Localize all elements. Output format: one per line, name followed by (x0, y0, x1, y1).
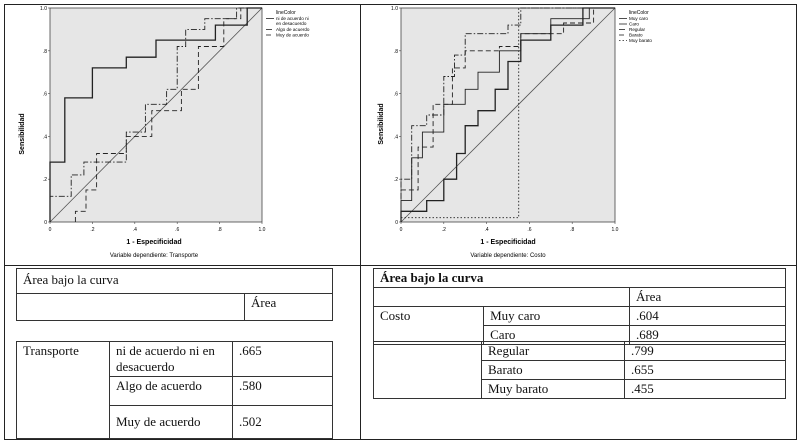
table-header-area: Área (629, 288, 785, 307)
table-title: Área bajo la curva (374, 269, 786, 288)
x-tick-label: .6 (527, 227, 532, 233)
x-tick-label: .2 (441, 227, 446, 233)
x-tick-label: 1.0 (258, 227, 266, 233)
table-row (17, 342, 333, 377)
x-tick-label: 0 (48, 227, 52, 233)
table-title: Área bajo la curva (17, 269, 333, 294)
y-tick-label: 0 (395, 220, 398, 226)
row-label: Muy caro (484, 307, 630, 326)
row-label: Barato (482, 361, 625, 380)
legend-title: lineColor (276, 10, 296, 16)
roc-chart-transporte (4, 4, 360, 265)
row-value: .455 (625, 380, 786, 399)
area-table-costo (373, 268, 786, 345)
area-table-costo-body (373, 341, 786, 399)
legend-entry: Muy barato (629, 38, 652, 43)
row-label: Regular (482, 342, 625, 361)
y-axis-label: Sensibilidad (378, 103, 385, 145)
row-label: ni de acuerdo ni en desacuerdo (110, 342, 233, 377)
chart-caption: Variable dependiente: Transporte (109, 253, 199, 259)
x-tick-label: .4 (484, 227, 489, 233)
x-axis-label: 1 - Especificidad (480, 239, 536, 246)
x-tick-label: 0 (399, 227, 403, 233)
y-tick-label: .4 (42, 134, 47, 141)
row-value: .665 (233, 342, 333, 377)
row-value: .689 (629, 326, 785, 345)
y-tick-label: 1.0 (391, 6, 398, 12)
y-axis-label: Sensibilidad (19, 113, 26, 155)
y-tick-label: .8 (42, 48, 47, 55)
y-tick-label: 1.0 (40, 6, 47, 12)
y-tick-label: .8 (393, 48, 398, 55)
x-tick-label: .6 (175, 227, 180, 233)
legend-entry: Regular (629, 27, 646, 32)
y-tick-label: .2 (393, 177, 398, 184)
row-value: .799 (625, 342, 786, 361)
legend-entry: Algo de acuerdo (276, 27, 310, 32)
y-tick-label: .2 (42, 177, 47, 184)
area-table-transporte (16, 268, 333, 321)
group-label-blank (374, 342, 482, 399)
legend-entry: Muy caro (629, 16, 648, 21)
table-row (374, 342, 786, 361)
legend (266, 10, 310, 38)
group-label: Costo (374, 307, 484, 345)
x-axis-label: 1 - Especificidad (126, 239, 182, 246)
legend-title: lineColor (629, 10, 649, 16)
area-table-transporte-body (16, 341, 333, 439)
legend-entry: ni de acuerdo ni en desacuerdo (276, 16, 309, 26)
x-tick-label: .8 (217, 227, 222, 233)
table-header-blank (17, 294, 245, 321)
row-value: .502 (233, 406, 333, 439)
row-label: Muy de acuerdo (110, 406, 233, 439)
x-tick-label: .4 (132, 227, 137, 233)
y-tick-label: .4 (393, 134, 398, 141)
table-row (374, 307, 786, 326)
row-label: Algo de acuerdo (110, 377, 233, 406)
legend (619, 10, 652, 43)
table-header-blank (374, 288, 630, 307)
legend-entry: Muy de acuerdo (276, 32, 309, 38)
horizontal-divider (4, 265, 797, 266)
y-tick-label: .6 (393, 91, 398, 98)
y-tick-label: 0 (44, 220, 47, 226)
table-header-area: Área (245, 294, 333, 321)
row-value: .580 (233, 377, 333, 406)
x-tick-label: .8 (570, 227, 575, 233)
roc-chart-costo (361, 4, 797, 265)
row-label: Muy barato (482, 380, 625, 399)
legend-entry: Caro (629, 21, 639, 27)
row-value: .604 (629, 307, 785, 326)
x-tick-label: .2 (90, 227, 95, 233)
y-tick-label: .6 (42, 91, 47, 98)
chart-caption: Variable dependiente: Costo (470, 253, 546, 259)
group-label: Transporte (17, 342, 110, 439)
row-value: .655 (625, 361, 786, 380)
row-label: Caro (484, 326, 630, 345)
x-tick-label: 1.0 (611, 227, 619, 233)
legend-entry: Barato (629, 32, 643, 38)
